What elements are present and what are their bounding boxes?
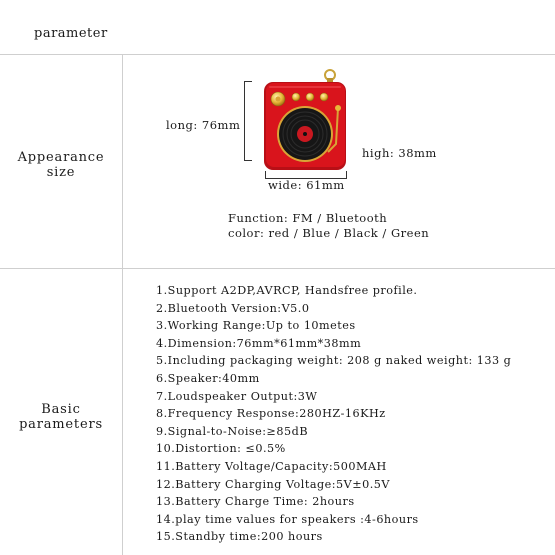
appearance-label-line1: Appearance: [17, 150, 105, 165]
product-image: [258, 66, 354, 172]
column-divider: [122, 54, 123, 555]
dimension-long: long: 76mm: [166, 118, 241, 132]
spec-item: 11.Battery Voltage/Capacity:500MAH: [156, 459, 387, 473]
appearance-size-label: [0, 150, 122, 180]
spec-item: 10.Distortion: ≤0.5%: [156, 442, 286, 456]
spec-list: [156, 282, 511, 546]
color-options-text: color: red / Blue / Black / Green: [228, 226, 430, 240]
spec-item: 3.Working Range:Up to 10metes: [156, 319, 356, 333]
spec-item: 5.Including packaging weight: 208 g naked weight: 133 g: [156, 354, 512, 368]
spec-item: 2.Bluetooth Version:V5.0: [156, 301, 310, 315]
basic-label-line1: Basic: [41, 402, 81, 417]
spec-item: 1.Support A2DP,AVRCP, Handsfree profile.: [156, 284, 418, 297]
spec-item: 9.Signal-to-Noise:≥85dB: [156, 424, 309, 438]
spec-item: 4.Dimension:76mm*61mm*38mm: [156, 336, 362, 350]
spec-item: 13.Battery Charge Time: 2hours: [156, 495, 355, 509]
basic-parameters-label: [0, 402, 122, 432]
long-bracket: [244, 81, 252, 161]
function-text: Function: FM / Bluetooth: [228, 211, 388, 225]
record-disc-icon: [277, 106, 333, 162]
lanyard-ring-icon: [325, 70, 335, 84]
spec-item: 12.Battery Charging Voltage:5V±0.5V: [156, 477, 390, 491]
basic-label-line2: parameters: [19, 417, 103, 432]
dimension-wide: wide: 61mm: [268, 178, 345, 192]
page-title: parameter: [34, 26, 108, 41]
spec-item: 7.Loudspeaker Output:3W: [156, 389, 318, 403]
wide-bracket: [265, 171, 347, 179]
spec-item: 15.Standby time:200 hours: [156, 530, 323, 544]
divider-top: [0, 54, 555, 55]
spec-item: 6.Speaker:40mm: [156, 371, 260, 385]
dimension-high: high: 38mm: [362, 146, 437, 160]
spec-item: 14.play time values for speakers :4-6hours: [156, 512, 419, 526]
spec-item: 8.Frequency Response:280HZ-16KHz: [156, 407, 386, 421]
appearance-label-line2: size: [46, 165, 76, 180]
divider-middle: [0, 268, 555, 269]
